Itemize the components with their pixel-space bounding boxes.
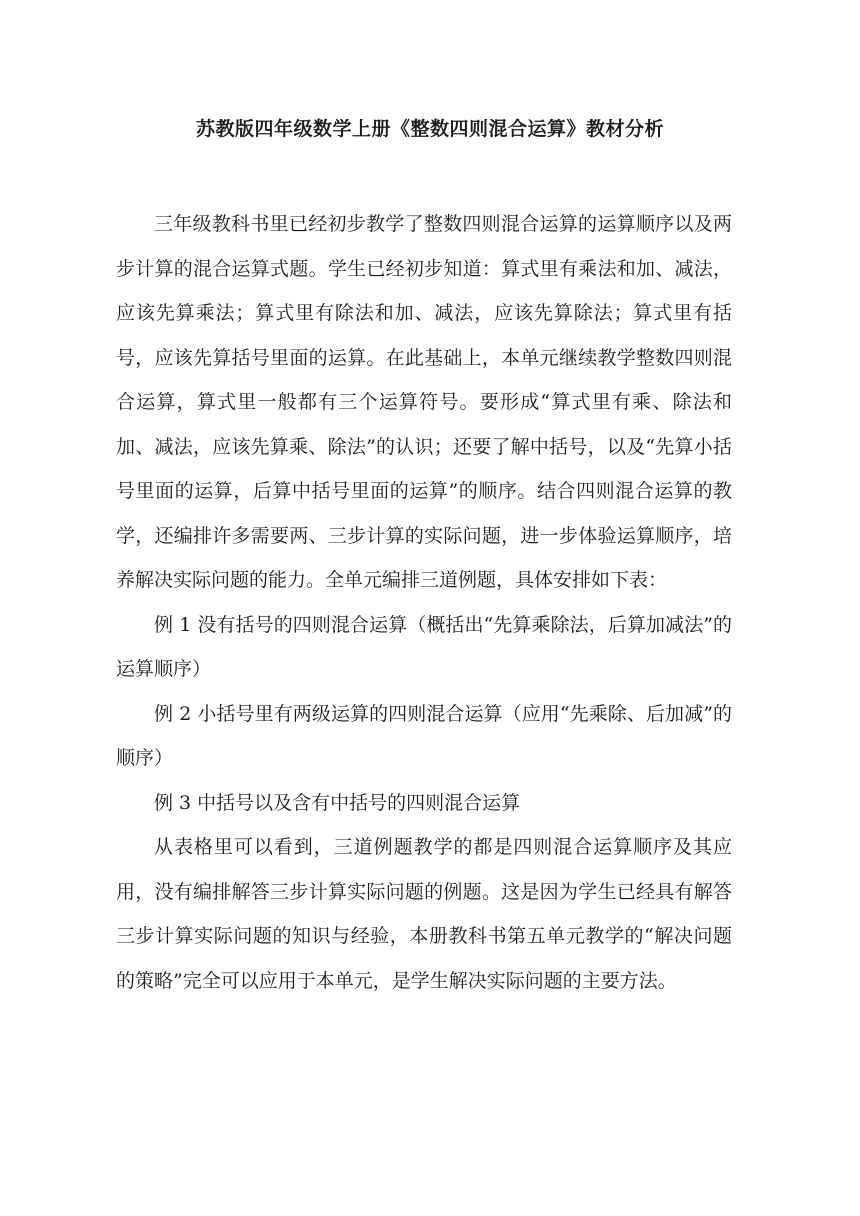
paragraph-example-3: 例 3 中括号以及含有中括号的四则混合运算 (154, 791, 521, 814)
paragraph-example-2: 例 2 小括号里有两级运算的四则混合运算（应用“先乘除、后加减”的顺序） (116, 702, 732, 769)
paragraph-intro: 三年级教科书里已经初步教学了整数四则混合运算的运算顺序以及两步计算的混合运算式题。学生已经初步知道：算式里有乘法和加、减法，应该先算乘法；算式里有除法和加、减法，应该先算除法；算式里有括号，应该先算括号里面的运算。在此基础上，本单元继续教学整数四则混合运算，算式里一般都有三个运算符号。要形成“算式里有乘、除法和加、减法，应该先算乘、除法”的认识；还要了解中括号，以及“先算小括号里面的运算，后算中括号里面的运算”的顺序。结合四则混合运算的教学，还编排许多需要两、三步计算的实际问题，进一步体验运算顺序，培养解决实际问题的能力。全单元编排三道例题，具体安排如下表： (116, 213, 732, 591)
paragraph-conclusion: 从表格里可以看到，三道例题教学的都是四则混合运算顺序及其应用，没有编排解答三步计算实际问题的例题。这是因为学生已经具有解答三步计算实际问题的知识与经验，本册教科书第五单元教学的“解决问题的策略”完全可以应用于本单元，是学生解决实际问题的主要方法。 (116, 836, 732, 992)
paragraph-example-1: 例 1 没有括号的四则混合运算（概括出“先算乘除法，后算加减法”的运算顺序） (116, 613, 732, 680)
document-body (116, 202, 732, 1003)
document-title: 苏教版四年级数学上册《整数四则混合运算》教材分析 (195, 118, 664, 140)
